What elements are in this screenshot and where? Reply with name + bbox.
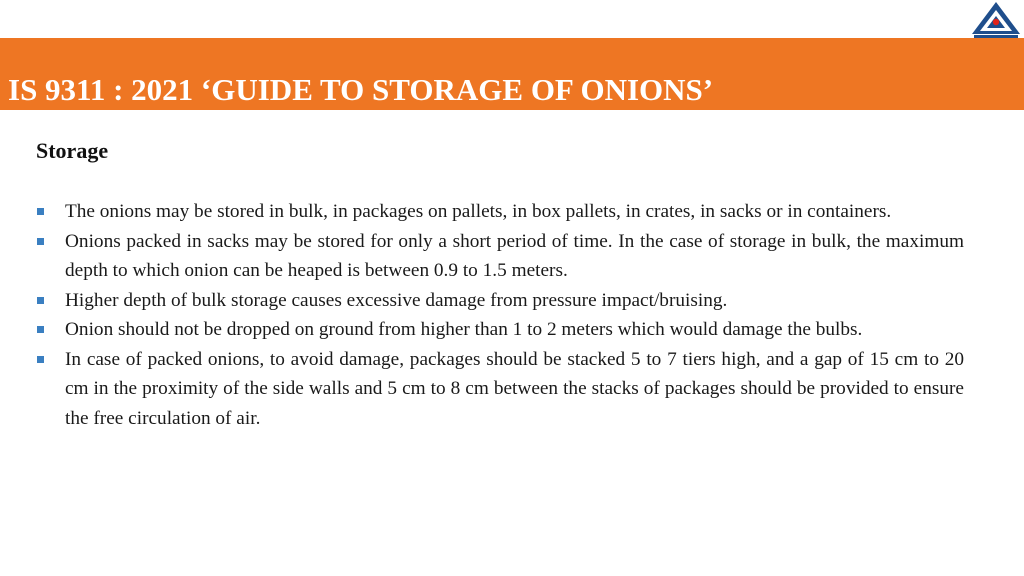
bullet-list	[36, 197, 964, 433]
bullet-text: Higher depth of bulk storage causes excessive damage from pressure impact/bruising.	[65, 289, 728, 311]
bullet-text: The onions may be stored in bulk, in packages on pallets, in box pallets, in crates, in sacks or in containers.	[65, 201, 892, 222]
square-bullet-icon	[37, 356, 44, 363]
bullet-item	[36, 227, 964, 286]
bullet-item	[36, 345, 964, 434]
bullet-text: Onion should not be dropped on ground from higher than 1 to 2 meters which would damage the bulbs.	[65, 319, 863, 340]
square-bullet-icon	[37, 297, 44, 304]
bullet-item	[36, 286, 964, 316]
square-bullet-icon	[37, 238, 44, 245]
page-title: IS 9311 : 2021 ‘GUIDE TO STORAGE OF ONIONS’	[8, 72, 714, 107]
bullet-item	[36, 315, 964, 345]
bullet-text: Onions packed in sacks may be stored for only a short period of time. In the case of storage in bulk, the maximum depth to which onion can be heaped is between 0.9 to 1.5 meters.	[65, 230, 964, 281]
square-bullet-icon	[37, 326, 44, 333]
bullet-item	[36, 197, 964, 227]
bis-logo-icon	[970, 0, 1022, 40]
square-bullet-icon	[37, 208, 44, 215]
section-heading: Storage	[36, 138, 109, 163]
bullet-text: In case of packed onions, to avoid damage, packages should be stacked 5 to 7 tiers high, and a gap of 15 cm to 20 cm in the proximity of the side walls and 5 cm to 8 cm between the stacks of packages should be provided to ensure the free circulation of air.	[65, 348, 964, 429]
